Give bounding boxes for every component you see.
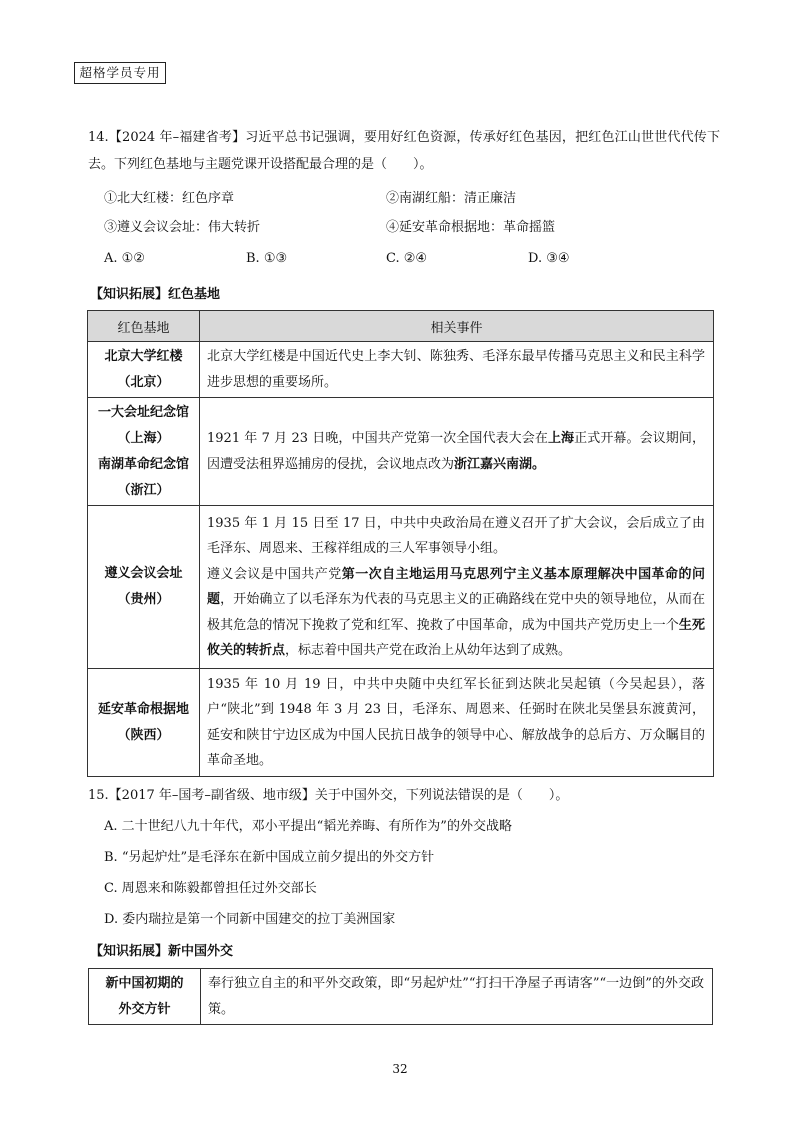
event-cell: 北京大学红楼是中国近代史上李大钊、陈独秀、毛泽东最早传播马克思主义和民主科学进步思想的重要场所。 — [200, 342, 714, 398]
knowledge-title-diplomacy: 【知识拓展】新中国外交 — [90, 944, 234, 959]
col-header-event: 相关事件 — [200, 311, 714, 342]
base-cell: 北京大学红楼 （北京） — [88, 342, 200, 398]
table-row — [88, 342, 714, 398]
table-header-row — [88, 311, 714, 342]
q15-choice-b[interactable]: B. “另起炉灶”是毛泽东在新中国成立前夕提出的外交方针 — [104, 850, 435, 865]
q15-choice-a[interactable]: A. 二十世纪八九十年代，邓小平提出“韬光养晦、有所作为”的外交战略 — [104, 819, 512, 834]
question-15-stem: 15.【2017 年–国考–副省级、地市级】关于中国外交，下列说法错误的是（ ）。 — [88, 788, 569, 803]
policy-label-cell: 新中国初期的 外交方针 — [89, 969, 201, 1025]
q15-choice-d[interactable]: D. 委内瑞拉是第一个同新中国建交的拉丁美洲国家 — [104, 912, 396, 927]
q14-item-3: ③遵义会议会址：伟大转折 — [104, 220, 261, 235]
q14-choice-b[interactable]: B. ①③ — [246, 251, 288, 266]
diplomacy-table — [88, 968, 713, 1025]
table-row — [88, 398, 714, 506]
event-cell: 1921 年 7 月 23 日晚，中国共产党第一次全国代表大会在上海正式开幕。会议期间，因遭受法租界巡捕房的侵扰，会议地点改为浙江嘉兴南湖。 — [200, 398, 714, 506]
question-14-stem: 14.【2024 年–福建省考】习近平总书记强调，要用好红色资源，传承好红色基因，把红色江山世世代代传下去。下列红色基地与主题党课开设搭配最合理的是（ ）。 — [88, 130, 720, 172]
q14-item-4: ④延安革命根据地：革命摇篮 — [386, 220, 556, 235]
q14-choice-a[interactable]: A. ①② — [104, 251, 145, 266]
q14-choice-c[interactable]: C. ②④ — [386, 251, 428, 266]
table-row — [89, 969, 713, 1025]
q14-item-2: ②南湖红船：清正廉洁 — [386, 191, 517, 206]
q14-choice-d[interactable]: D. ③④ — [528, 251, 570, 266]
col-header-base: 红色基地 — [88, 311, 200, 342]
base-cell: 延安革命根据地 （陕西） — [88, 669, 200, 777]
q15-choice-c[interactable]: C. 周恩来和陈毅都曾担任过外交部长 — [104, 881, 317, 896]
knowledge-title-red-bases: 【知识拓展】红色基地 — [90, 287, 221, 302]
red-bases-table — [87, 310, 714, 777]
table-row — [88, 506, 714, 669]
event-cell: 1935 年 1 月 15 日至 17 日，中共中央政治局在遵义召开了扩大会议，会后成立了由毛泽东、周恩来、王稼祥组成的三人军事领导小组。 遵义会议是中国共产党第一次自主地运用马克思列宁主义基本原理解决中国革命的问题，开始确立了以毛泽东为代表的马克思主义的正确路线在党中央的领导地位，从而在极其危急的情况下挽救了党和红军、挽救了中国革命，成为中国共产党历史上一个生死攸关的转折点，标志着中国共产党在政治上从幼年达到了成熟。 — [200, 506, 714, 669]
exclusive-badge: 超格学员专用 — [74, 62, 166, 84]
policy-text-cell: 奉行独立自主的和平外交政策，即“另起炉灶”“打扫干净屋子再请客”“一边倒”的外交政策。 — [201, 969, 713, 1025]
base-cell: 遵义会议会址 （贵州） — [88, 506, 200, 669]
page-number: 32 — [392, 1062, 408, 1076]
table-row — [88, 669, 714, 777]
event-cell: 1935 年 10 月 19 日，中共中央随中央红军长征到达陕北吴起镇（今吴起县），落户“陕北”到 1948 年 3 月 23 日，毛泽东、周恩来、任弼时在陕北吴堡县东渡黄河，延安和陕甘宁边区成为中国人民抗日战争的领导中心、解放战争的总后方、万众瞩目的革命圣地。 — [200, 669, 714, 777]
q14-item-1: ①北大红楼：红色序章 — [104, 191, 235, 206]
base-cell: 一大会址纪念馆 （上海） 南湖革命纪念馆 （浙江） — [88, 398, 200, 506]
